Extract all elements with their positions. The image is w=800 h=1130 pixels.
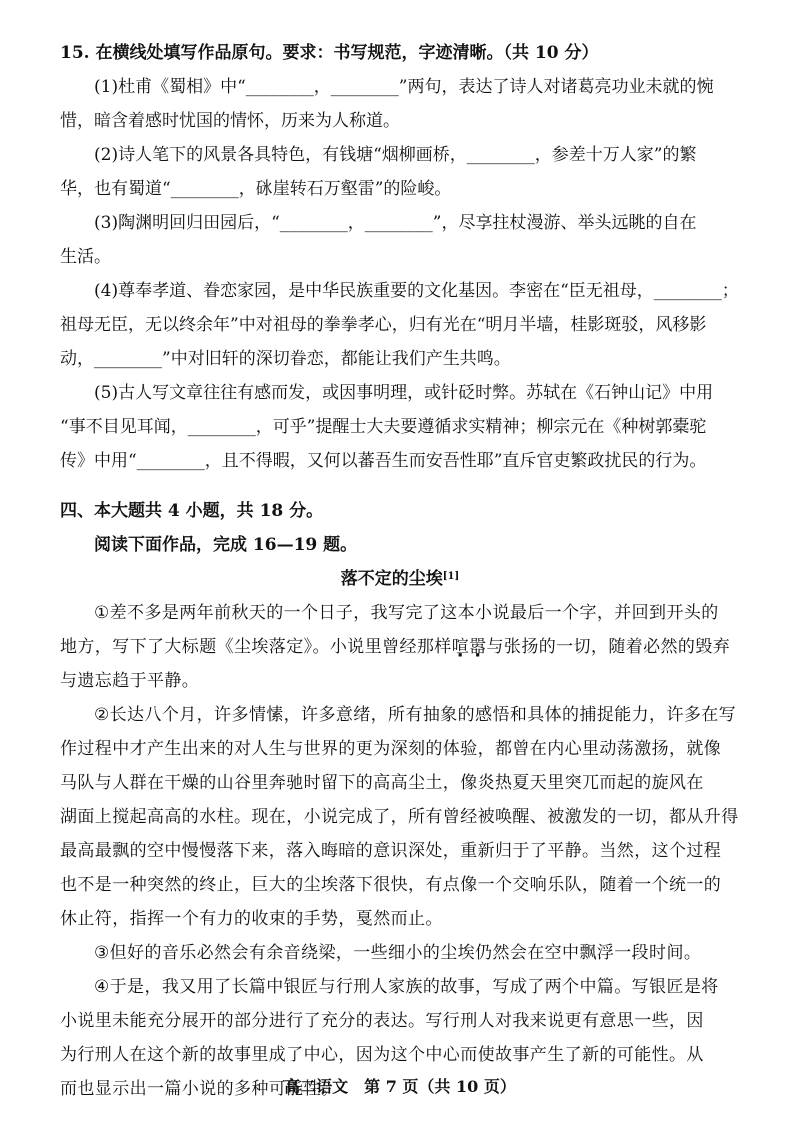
q15-line: (1)杜甫《蜀相》中“________，________”两句，表达了诗人对诸葛亮功业未就的惋: [94, 77, 714, 97]
passage-line: ③但好的音乐必然会有余音绕梁，一些细小的尘埃仍然会在空中飘浮一段时间。: [94, 943, 702, 963]
question-15: [60, 36, 740, 478]
exam-page: [60, 36, 740, 1106]
q15-line: 华，也有蜀道“________，砯崖转石万壑雷”的险峻。: [60, 179, 452, 199]
passage-line: 马队与人群在干燥的山谷里奔驰时留下的高高尘土，像炎热夏天里突兀而起的旋风在: [60, 773, 704, 793]
q15-line: 传》中用“________，且不得暇，又何以蕃吾生而安吾性耶”直斥官吏繁政扰民的行为。: [60, 451, 707, 471]
q15-line: 生活。: [60, 247, 111, 267]
q15-line: (5)古人写文章往往有感而发，或因事明理，或针砭时弊。苏轼在《石钟山记》中用: [94, 383, 714, 403]
passage-line: 最高最飘的空中慢慢落下来，落入晦暗的意识深处，重新归于了平静。当然，这个过程: [60, 841, 722, 861]
emphasis-char: 喧: [451, 637, 470, 657]
page-footer: 高二语文 第 7 页（共 10 页）: [284, 1077, 516, 1096]
q15-line: 祖母无臣，无以终余年”中对祖母的拳拳孝心，归有光在“明月半墙，桂影斑驳，风移影: [60, 315, 707, 335]
passage-line: 作过程中才产生出来的对人生与世界的更为深刻的体验，都曾在内心里动荡激扬，就像: [60, 739, 722, 759]
q15-line: (3)陶渊明回归田园后，“________，________”，尽享拄杖漫游、举头远眺的自在: [94, 213, 697, 233]
passage-line: 为行刑人在这个新的故事里成了中心，因为这个中心而使故事产生了新的可能性。从: [60, 1045, 704, 1065]
passage-line: 与遗忘趋于平静。: [60, 671, 200, 691]
q15-line: (4)尊奉孝道、眷恋家园，是中华民族重要的文化基因。李密在“臣无祖母，________；: [94, 281, 739, 301]
passage-line: ②长达八个月，许多情愫，许多意绪，所有抽象的感悟和具体的捕捉能力，许多在写: [94, 705, 737, 725]
passage-line: 休止符，指挥一个有力的收束的手势，戛然而止。: [60, 909, 443, 929]
passage-line: 小说里未能充分展开的部分进行了充分的表达。写行刑人对我来说更有意思一些，因: [60, 1011, 704, 1031]
q15-line: (2)诗人笔下的风景各具特色，有钱塘“烟柳画桥，________，参差十万人家”的繁: [94, 145, 697, 165]
passage-text: 与张扬的一切，随着必然的毁弃: [486, 637, 731, 657]
section-4-heading: 四、本大题共 4 小题，共 18 分。: [60, 501, 324, 521]
section-4-instruction: 阅读下面作品，完成 16—19 题。: [94, 535, 358, 555]
q15-line: 惜，暗含着感时忧国的情怀，历来为人称道。: [60, 111, 400, 131]
passage-body: [60, 596, 740, 1106]
footnote-mark: [1]: [442, 571, 460, 582]
passage-line: 也不是一种突然的终止，巨大的尘埃落下很快，有点像一个交响乐队，随着一个统一的: [60, 875, 722, 895]
passage-line: 而也显示出一篇小说的多种可能性。: [60, 1079, 339, 1099]
passage-line: ④于是，我又用了长篇中银匠与行刑人家族的故事，写成了两个中篇。写银匠是将: [94, 977, 719, 997]
passage-line: [60, 630, 740, 664]
passage-title-text: 落不定的尘埃: [340, 569, 443, 589]
q15-heading: 15. 在横线处填写作品原句。要求：书写规范，字迹清晰。（共 10 分）: [60, 43, 599, 63]
passage-title: [60, 562, 740, 596]
emphasis-char: 嚣: [469, 637, 487, 657]
q15-line: 动，________”中对旧轩的深切眷恋，都能让我们产生共鸣。: [60, 349, 511, 369]
q15-line: “事不目见耳闻，________，可乎”提醒士大夫要遵循求实精神；柳宗元在《种树郭橐驼: [60, 417, 707, 437]
passage-line: 湖面上搅起高高的水柱。现在，小说完成了，所有曾经被唤醒、被激发的一切，都从升得: [60, 807, 739, 827]
passage-text: 地方，写下了大标题《尘埃落定》。小说里曾经那样: [60, 637, 452, 657]
passage-line: ①差不多是两年前秋天的一个日子，我写完了这本小说最后一个字，并回到开头的: [94, 603, 719, 623]
section-spacer: [60, 478, 740, 494]
